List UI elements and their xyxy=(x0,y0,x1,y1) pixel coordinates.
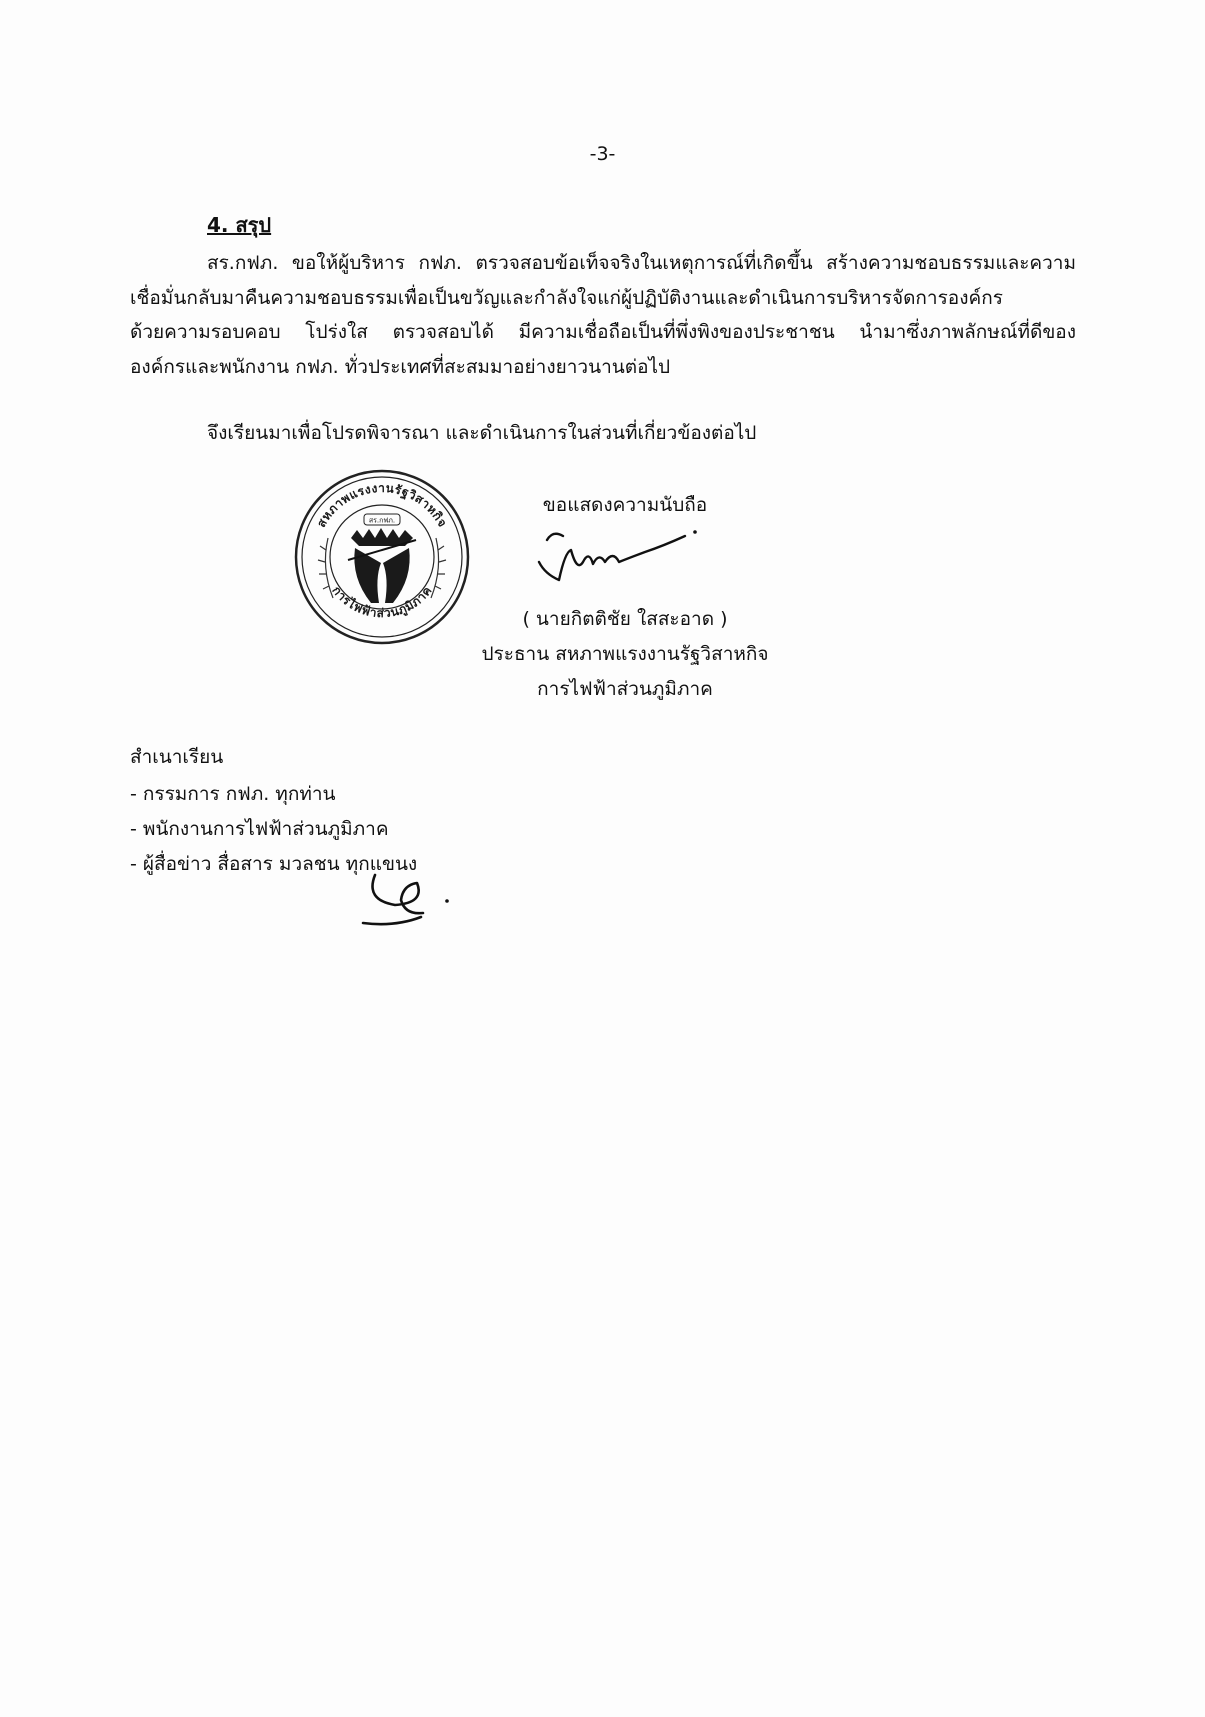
paragraph-line: ด้วยความรอบคอบ โปร่งใส ตรวจสอบได้ มีความเชื่อถือเป็นที่พึ่งพิงของประชาชน นำมาซึ่งภาพลักษณ์ที่ดีของ xyxy=(130,321,1076,343)
signatory-title: ประธาน สหภาพแรงงานรัฐวิสาหกิจ xyxy=(481,643,769,665)
paragraph-line: องค์กรและพนักงาน กฟภ. ทั่วประเทศที่สะสมมาอย่างยาวนานต่อไป xyxy=(130,355,671,378)
section-heading: 4. สรุป xyxy=(207,213,272,237)
signatory-name: ( นายกิตติชัย ใสสะอาด ) xyxy=(522,608,728,630)
cc-item: - กรรมการ กฟภ. ทุกท่าน xyxy=(130,783,336,805)
svg-text:สร.กฟภ.: สร.กฟภ. xyxy=(368,516,396,525)
signatory-signature xyxy=(525,522,705,592)
signature-closing: ขอแสดงความนับถือ xyxy=(542,494,708,516)
signatory-organization: การไฟฟ้าส่วนภูมิภาค xyxy=(537,678,713,700)
closing-request: จึงเรียนมาเพื่อโปรดพิจารณา และดำเนินการในส่วนที่เกี่ยวข้องต่อไป xyxy=(207,422,757,444)
initials-signature xyxy=(355,855,455,935)
svg-text:การไฟฟ้าส่วนภูมิภาค: การไฟฟ้าส่วนภูมิภาค xyxy=(329,583,435,621)
svg-text:สหภาพแรงงานรัฐวิสาหกิจ: สหภาพแรงงานรัฐวิสาหกิจ xyxy=(314,480,450,530)
cc-item: - ผู้สื่อข่าว สื่อสาร มวลชน ทุกแขนง xyxy=(130,853,418,875)
body-paragraph xyxy=(130,246,1076,384)
page-number: -3- xyxy=(589,143,616,165)
paragraph-line: เชื่อมั่นกลับมาคืนความชอบธรรมเพื่อเป็นขวัญและกำลังใจแก่ผู้ปฏิบัติงานและดำเนินการบริหารจัดการองค์กร xyxy=(130,286,1003,309)
paragraph-line: สร.กฟภ. ขอให้ผู้บริหาร กฟภ. ตรวจสอบข้อเท็จจริงในเหตุการณ์ที่เกิดขึ้น สร้างความชอบธรรมและความ xyxy=(207,252,1076,274)
cc-item: - พนักงานการไฟฟ้าส่วนภูมิภาค xyxy=(130,818,389,840)
cc-heading: สำเนาเรียน xyxy=(130,746,224,768)
